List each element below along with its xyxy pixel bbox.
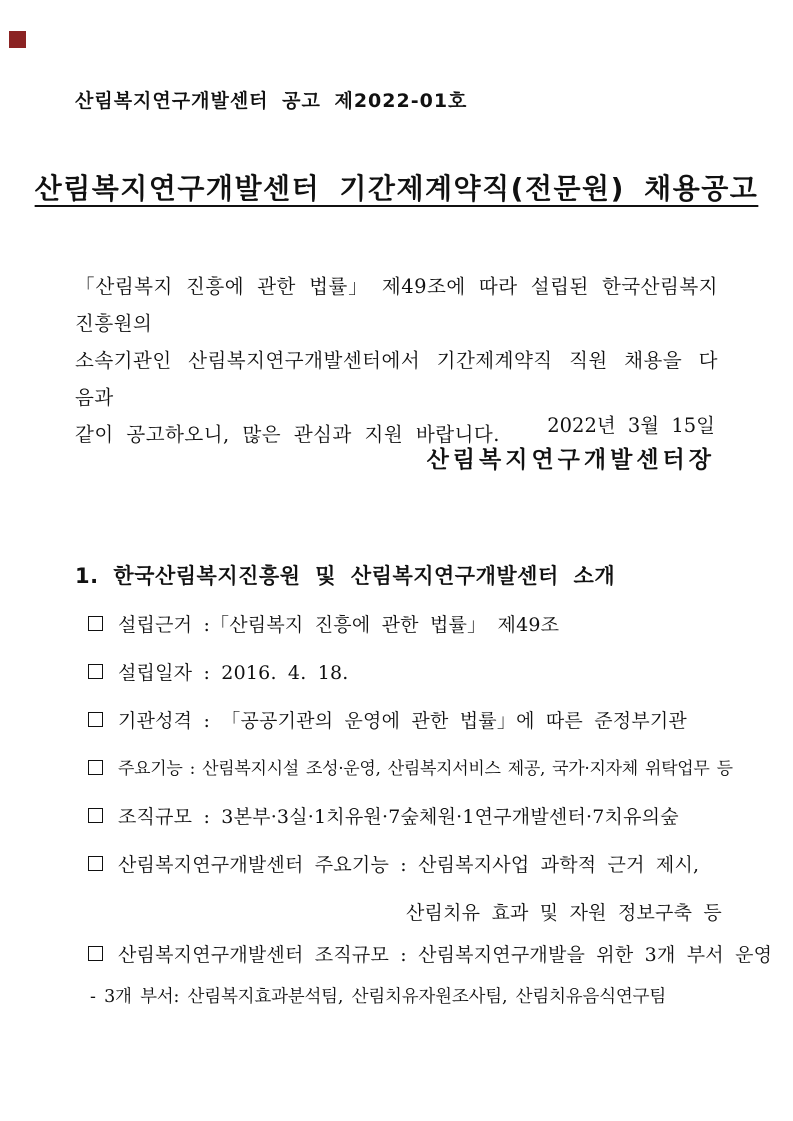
page-corner-mark — [9, 31, 26, 48]
list-item-continuation: 산림치유 효과 및 자원 정보구축 등 — [406, 902, 722, 924]
doc-number: 산림복지연구개발센터 공고 제2022-01호 — [75, 90, 468, 112]
checkbox-icon — [88, 664, 103, 679]
list-item-text: 산림복지연구개발센터 주요기능 : 산림복지사업 과학적 근거 제시, — [118, 854, 700, 876]
list-item-founding-date — [88, 660, 748, 686]
list-item-text: 주요기능 : 산림복지시설 조성·운영, 산림복지서비스 제공, 국가·지자체 위탁업무 등 — [118, 759, 733, 779]
checkbox-icon — [88, 712, 103, 727]
list-item-text: 기관성격 : 「공공기관의 운영에 관한 법률」에 따른 준정부기관 — [118, 710, 687, 732]
list-item-text: 조직규모 : 3본부·3실·1치유원·7숲체원·1연구개발센터·7치유의숲 — [118, 806, 679, 828]
list-item-subline: - 3개 부서: 산림복지효과분석팀, 산림치유자원조사팀, 산림치유음식연구팀 — [90, 987, 667, 1007]
intro-line-2: 소속기관인 산림복지연구개발센터에서 기간제계약직 직원 채용을 다음과 — [75, 349, 718, 409]
checkbox-icon — [88, 616, 103, 631]
signer-title: 산림복지연구개발센터장 — [426, 447, 715, 473]
list-item-text: 설립일자 : 2016. 4. 18. — [118, 662, 349, 684]
list-item-founding-basis — [88, 612, 748, 638]
list-item-org-scale — [88, 804, 748, 830]
checkbox-icon — [88, 808, 103, 823]
list-item-main-functions — [88, 756, 748, 782]
announcement-date: 2022년 3월 15일 — [547, 414, 715, 437]
checkbox-icon — [88, 856, 103, 871]
list-item-center-org — [88, 942, 773, 1010]
page-title: 산림복지연구개발센터 기간제계약직(전문원) 채용공고 — [34, 172, 759, 205]
list-item-institution-type — [88, 708, 748, 734]
section-1-list — [88, 612, 773, 1032]
checkbox-icon — [88, 760, 103, 775]
intro-line-3: 같이 공고하오니, 많은 관심과 지원 바랍니다. — [75, 423, 500, 446]
intro-line-1: 「산림복지 진흥에 관한 법률」 제49조에 따라 설립된 한국산림복지진흥원의 — [75, 275, 718, 335]
section-1-heading: 1. 한국산림복지진흥원 및 산림복지연구개발센터 소개 — [75, 564, 616, 588]
list-item-center-functions — [88, 852, 748, 926]
list-item-text: 설립근거 :「산림복지 진흥에 관한 법률」 제49조 — [118, 614, 560, 636]
list-item-text: 산림복지연구개발센터 조직규모 : 산림복지연구개발을 위한 3개 부서 운영 — [118, 944, 773, 966]
checkbox-icon — [88, 946, 103, 961]
